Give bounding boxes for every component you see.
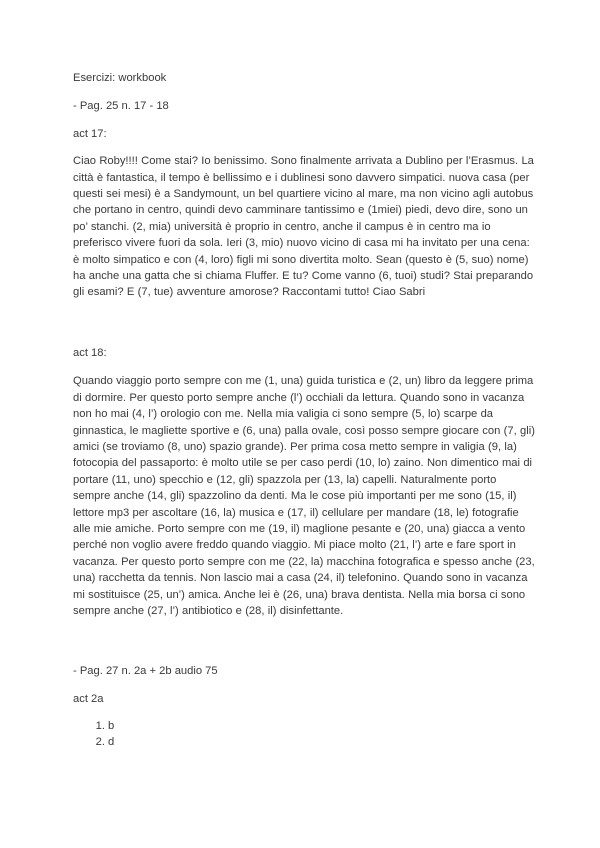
list-item-number: 1. (95, 720, 105, 733)
list-item (73, 718, 535, 734)
list-item-value: b (108, 720, 115, 733)
act17-heading: act 17: (73, 127, 107, 140)
document-title: Esercizi: workbook (73, 72, 167, 84)
list-item (73, 734, 535, 750)
document-page (73, 70, 535, 750)
act2a-heading: act 2a (73, 692, 104, 705)
act2a-answer-list (73, 718, 535, 750)
list-item-value: d (108, 736, 115, 749)
act18-paragraph: Quando viaggio porto sempre con me (1, una) guida turistica e (2, un) libro da leggere prima di dormire. Per questo porto sempre anche (l’) occhiali da lettura. Quando sono in vacanza non ho mai (4, l’) orologio con me. Nella mia valigia ci sono sempre (5, lo) scarpe da ginnastica, le magliette sportive e (6, una) palla ovale, così posso sempre giocare con (7, gli) amici (se troviamo (8, uno) spazio grande). Per prima cosa metto sempre in valigia (9, la) fotocopia del passaporto: è molto utile se per caso perdi (10, lo) zaino. Non dimentico mai di portare (11, uno) specchio e (12, gli) spazzola per (13, la) capelli. Naturalmente porto sempre anche (14, gli) spazzolino da denti. Ma le cose più importanti per me sono (15, il) lettore mp3 per ascoltare (16, la) musica e (17, il) cellulare per mandare (18, le) fotografie alle mie amiche. Porto sempre con me (19, il) maglione pesante e (20, una) giacca a vento perché non voglio avere freddo quando viaggio. Mi piace molto (21, l’) arte e fare sport in vacanza. Per questo porto sempre con me (22, la) macchina fotografica e spesso anche (23, una) racchetta da tennis. Non lascio mai a casa (24, il) telefonino. Quando sono in vacanza mi sostituisce (25, un’) amica. Anche lei è (26, una) brava dentista. Nella mia borsa ci sono sempre anche (27, l’) antibiotico e (28, il) disinfettante. (73, 375, 535, 617)
list-item-number: 2. (95, 736, 105, 749)
act18-heading: act 18: (73, 346, 107, 359)
page-reference-2: - Pag. 27 n. 2a + 2b audio 75 (73, 665, 218, 678)
page-reference-1: - Pag. 25 n. 17 - 18 (73, 100, 169, 113)
act17-paragraph: Ciao Roby!!!! Come stai? Io benissimo. Sono finalmente arrivata a Dublino per l’Erasmus. La città è fantastica, il tempo è bellissimo e i dublinesi sono davvero simpatici. nuova casa (per questi sei mesi) è a Sandymount, un bel quartiere vicino al mare, ma non vicino agli autobus che portano in centro, quindi devo camminare tantissimo e (1miei) piedi, devo dire, sono un po’ stanchi. (2, mia) università è proprio in centro, anche il campus è in centro ma io preferisco vivere fuori da sola. Ieri (3, mio) nuovo vicino di casa mi ha invitato per una cena: è molto simpatico e con (4, loro) figli mi sono divertita molto. Sean (questo è (5, suo) nome) ha anche una gatta che si chiama Fluffer. E tu? Come vanno (6, tuoi) studi? Stai preparando gli esami? E (7, tue) avventure amorose? Raccontami tutto! Ciao Sabri (73, 155, 534, 299)
